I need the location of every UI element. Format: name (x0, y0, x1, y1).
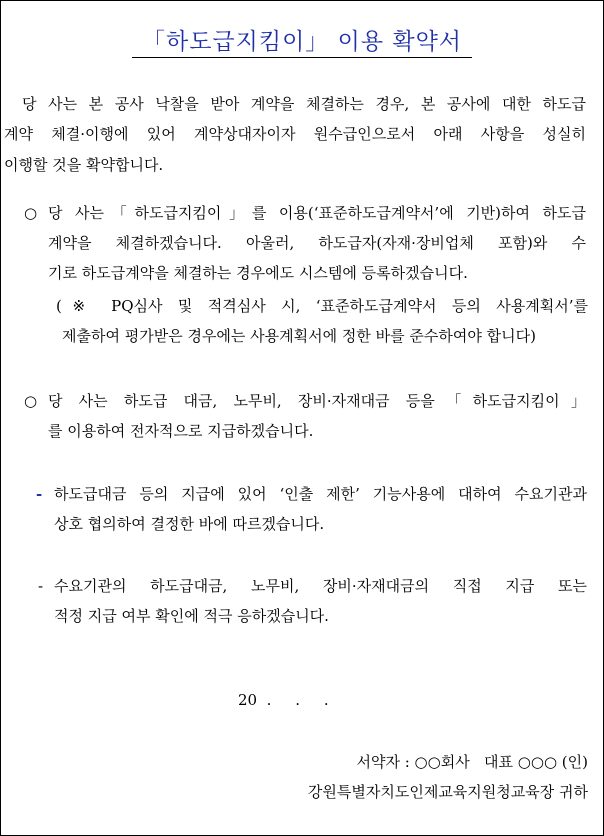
sub2-dash-icon: - (38, 577, 44, 595)
intro-line-2: 계약 체결·이행에 있어 계약상대자이자 원수급인으로서 아래 사항을 성실히 (4, 125, 586, 143)
item1-bullet-icon: ○ (24, 204, 38, 222)
item2-bullet-icon: ○ (24, 392, 38, 410)
signer-line: 서약자 : ○○회사 대표 ○○○ (인) (356, 753, 588, 771)
intro-line-3: 이행할 것을 확약합니다. (4, 156, 164, 174)
item2-line-2: 를 이용하여 전자적으로 지급하겠습니다. (48, 422, 314, 440)
document-title: 「하도급지킴이」 이용 확약서 (0, 26, 604, 58)
sub2-line-1: 수요기관의 하도급대금, 노무비, 장비·자재대금의 직접 지급 또는 (54, 577, 587, 595)
sub2-line-2: 적정 지급 여부 확인에 적극 응하겠습니다. (54, 607, 329, 625)
recipient-line: 강원특별자치도인제교육지원청교육장 귀하 (307, 783, 588, 801)
item1-note-line-2: 제출하여 평가받은 경우에는 사용계획서에 정한 바를 준수하여야 합니다) (62, 327, 536, 345)
sub1-line-1: 하도급대금 등의 지급에 있어 ‘인출 제한’ 기능사용에 대하여 수요기관과 (54, 485, 587, 503)
sub1-dash-icon: - (36, 485, 43, 503)
sub1-line-2: 상호 협의하여 결정한 바에 따르겠습니다. (54, 515, 325, 533)
item1-line-3: 기로 하도급계약을 체결하는 경우에도 시스템에 등록하겠습니다. (48, 264, 468, 282)
item2-line-1: 당 사는 하도급 대금, 노무비, 장비·자재대금 등을「하도급지킴이」 (48, 392, 586, 410)
item1-note-line-1: (※ PQ심사 및 적격심사 시, ‘표준하도급계약서 등의 사용계획서’를 (56, 297, 588, 315)
item1-line-1: 당 사는「하도급지킴이」를 이용(‘표준하도급계약서’에 기반)하여 하도급 (48, 204, 586, 222)
item1-line-2: 계약을 체결하겠습니다. 아울러, 하도급자(자재·장비업체 포함)와 수 (48, 234, 586, 252)
intro-line-1: 당 사는 본 공사 낙찰을 받아 계약을 체결하는 경우, 본 공사에 대한 하도급 (22, 95, 586, 113)
date-line: 20 . . . (238, 691, 329, 709)
